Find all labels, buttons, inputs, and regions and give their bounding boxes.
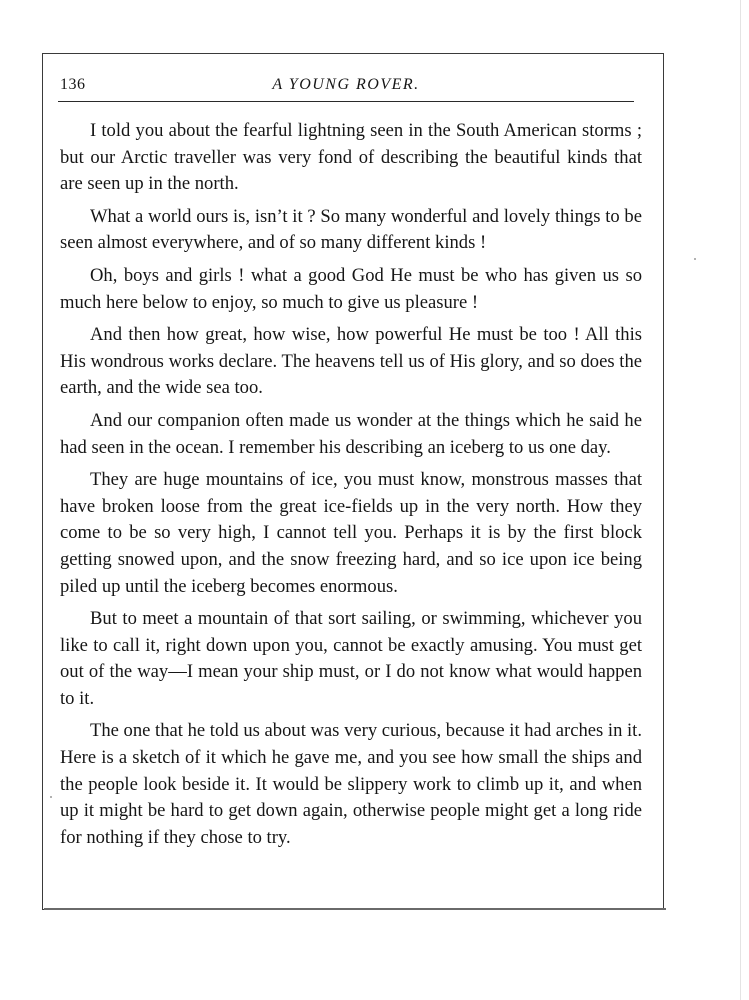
paragraph: And then how great, how wise, how powerful He must be too ! All this His wondrous works declare. The heavens tell us of His glory, and so does the earth, and the wide sea too. xyxy=(60,324,642,399)
scan-speck xyxy=(694,258,696,260)
scan-edge xyxy=(740,0,741,1000)
paragraph: What a world ours is, isn’t it ? So many wonderful and lovely things to be seen almost everywhere, and of so many different kinds ! xyxy=(60,205,642,254)
paragraph: But to meet a mountain of that sort sailing, or swimming, whichever you like to call it, right down upon you, cannot be exactly amusing. You must get out of the way—I mean your ship must, or I do not know what would happen to it. xyxy=(60,608,642,709)
running-title: A YOUNG ROVER. xyxy=(272,76,420,93)
page-border-shadow xyxy=(44,908,666,910)
body-text xyxy=(60,118,642,851)
scan-speck xyxy=(50,796,52,798)
paragraph: They are huge mountains of ice, you must know, monstrous masses that have broken loose from the great ice-fields up in the very north. How they come to be so very high, I cannot tell you. Perhaps it is by the first block getting snowed upon, and the snow freezing hard, and so ice upon ice being piled up until the iceberg becomes enormous. xyxy=(60,469,642,597)
page-number: 136 xyxy=(60,76,86,93)
page-header xyxy=(58,76,634,98)
paragraph: Oh, boys and girls ! what a good God He must be who has given us so much here below to enjoy, so much to give us pleasure ! xyxy=(60,264,642,313)
paragraph: And our companion often made us wonder at the things which he said he had seen in the ocean. I remember his describing an iceberg to us one day. xyxy=(60,409,642,458)
header-rule xyxy=(58,101,634,102)
paragraph: The one that he told us about was very curious, because it had arches in it. Here is a sketch of it which he gave me, and you see how small the ships and the people look beside it. It would be slippery work to climb up it, and when up it might be hard to get down again, otherwise people might get a long ride for nothing if they chose to try. xyxy=(60,720,642,848)
paragraph: I told you about the fearful lightning seen in the South American storms ; but our Arctic traveller was very fond of describing the beautiful kinds that are seen up in the north. xyxy=(60,120,642,195)
